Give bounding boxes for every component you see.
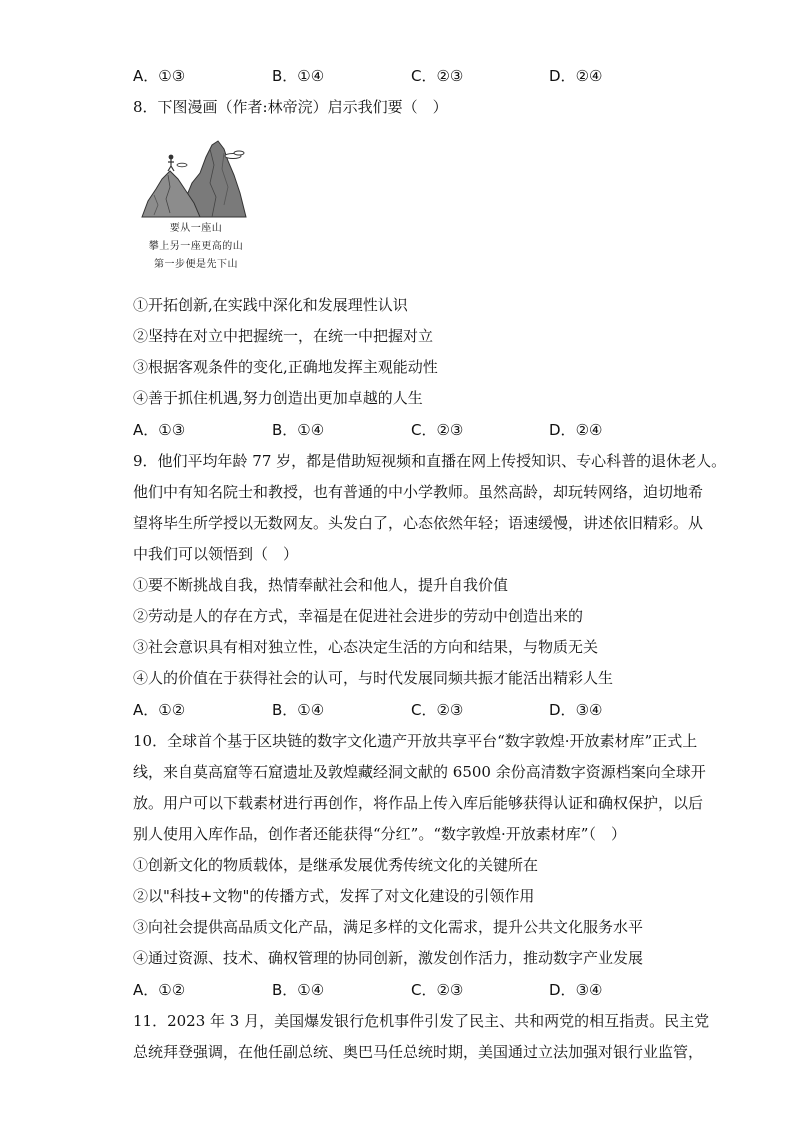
q7-option-b[interactable]: B．①④ bbox=[272, 67, 325, 85]
q8-statement-4: ④善于抓住机遇,努力创造出更加卓越的人生 bbox=[133, 389, 423, 407]
q10-option-d[interactable]: D．③④ bbox=[549, 981, 603, 999]
q8-option-a[interactable]: A．①③ bbox=[133, 421, 186, 439]
q10-option-b[interactable]: B．①④ bbox=[272, 981, 325, 999]
q9-option-a[interactable]: A．①② bbox=[133, 701, 186, 719]
q9-stem-line-1: 9．他们平均年龄 77 岁，都是借助短视频和直播在网上传授知识、专心科普的退休老人。 bbox=[133, 452, 727, 470]
q11-stem-line-1: 11．2023 年 3 月，美国爆发银行危机事件引发了民主、共和两党的相互指责。民主党 bbox=[133, 1012, 710, 1030]
q10-option-a[interactable]: A．①② bbox=[133, 981, 186, 999]
q9-option-c[interactable]: C．②③ bbox=[411, 701, 464, 719]
q9-stem-line-3: 望将毕生所学授以无数网友。头发白了，心态依然年轻；语速缓慢，讲述依旧精彩。从 bbox=[133, 514, 704, 532]
mountain-cartoon bbox=[140, 135, 252, 273]
q9-statement-2: ②劳动是人的存在方式，幸福是在促进社会进步的劳动中创造出来的 bbox=[133, 607, 584, 625]
cartoon-caption-line-1: 要从一座山 bbox=[169, 223, 223, 234]
q10-options bbox=[133, 980, 693, 1000]
q11-stem-line-2: 总统拜登强调，在他任副总统、奥巴马任总统时期，美国通过立法加强对银行业监管， bbox=[133, 1043, 704, 1061]
q9-option-b[interactable]: B．①④ bbox=[272, 701, 325, 719]
q10-stem-line-1: 10．全球首个基于区块链的数字文化遗产开放共享平台“数字敦煌·开放素材库”正式上 bbox=[133, 732, 698, 750]
cartoon-caption-line-3: 第一步便是先下山 bbox=[154, 259, 238, 270]
q10-statement-4: ④通过资源、技术、确权管理的协同创新，激发创作活力，推动数字产业发展 bbox=[133, 949, 644, 967]
q10-statement-2: ②以"科技+文物"的传播方式，发挥了对文化建设的引领作用 bbox=[133, 887, 535, 905]
q10-option-c[interactable]: C．②③ bbox=[411, 981, 464, 999]
q8-options bbox=[133, 420, 693, 440]
q9-option-d[interactable]: D．③④ bbox=[549, 701, 603, 719]
q9-statement-4: ④人的价值在于获得社会的认可，与时代发展同频共振才能活出精彩人生 bbox=[133, 669, 614, 687]
mountain-illustration bbox=[140, 135, 252, 223]
q8-option-d[interactable]: D．②④ bbox=[549, 421, 603, 439]
q9-statement-3: ③社会意识具有相对独立性，心态决定生活的方向和结果，与物质无关 bbox=[133, 638, 599, 656]
q8-option-c[interactable]: C．②③ bbox=[411, 421, 464, 439]
q10-stem-line-3: 放。用户可以下载素材进行再创作，将作品上传入库后能够获得认证和确权保护，以后 bbox=[133, 794, 704, 812]
q10-statement-3: ③向社会提供高品质文化产品，满足多样的文化需求，提升公共文化服务水平 bbox=[133, 918, 644, 936]
q9-options bbox=[133, 700, 693, 720]
q8-statement-1: ①开拓创新,在实践中深化和发展理性认识 bbox=[133, 296, 408, 314]
q9-stem-line-4: 中我们可以领悟到（ ） bbox=[133, 545, 299, 563]
q7-option-d[interactable]: D．②④ bbox=[549, 67, 603, 85]
q7-options bbox=[133, 66, 693, 86]
q7-option-c[interactable]: C．②③ bbox=[411, 67, 464, 85]
q10-stem-line-4: 别人使用入库作品，创作者还能获得“分红”。“数字敦煌·开放素材库”（ ） bbox=[133, 825, 626, 843]
cartoon-caption-line-2: 攀上另一座更高的山 bbox=[148, 241, 244, 252]
q8-option-b[interactable]: B．①④ bbox=[272, 421, 325, 439]
q9-statement-1: ①要不断挑战自我，热情奉献社会和他人，提升自我价值 bbox=[133, 576, 509, 594]
q8-statement-2: ②坚持在对立中把握统一，在统一中把握对立 bbox=[133, 327, 434, 345]
q7-option-a[interactable]: A．①③ bbox=[133, 67, 186, 85]
q10-statement-1: ①创新文化的物质载体，是继承发展优秀传统文化的关键所在 bbox=[133, 856, 539, 874]
q8-stem: 8．下图漫画（作者:林帝浣）启示我们要（ ） bbox=[133, 98, 448, 116]
q9-stem-line-2: 他们中有知名院士和教授，也有普通的中小学教师。虽然高龄，却玩转网络，迫切地希 bbox=[133, 483, 704, 501]
q10-stem-line-2: 线，来自莫高窟等石窟遗址及敦煌藏经洞文献的 6500 余份高清数字资源档案向全球开 bbox=[133, 763, 706, 781]
q8-statement-3: ③根据客观条件的变化,正确地发挥主观能动性 bbox=[133, 358, 438, 376]
